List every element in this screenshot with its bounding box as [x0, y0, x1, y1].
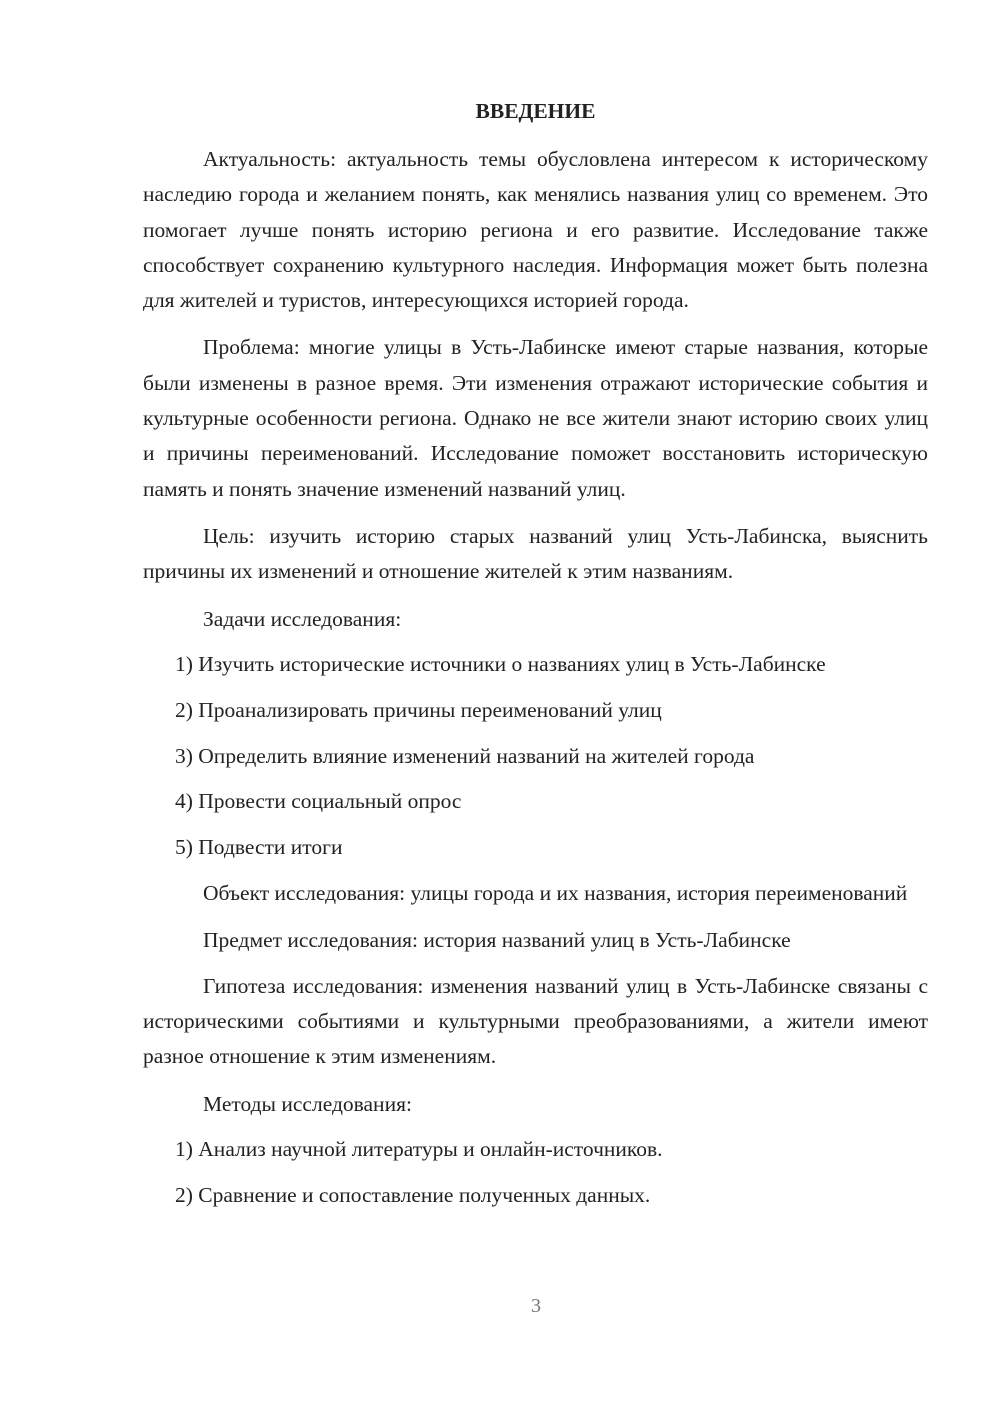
task-item: 3) Определить влияние изменений названий на жителей города: [175, 743, 755, 768]
problem-paragraph: Проблема: многие улицы в Усть-Лабинске имеют старые названия, которые были изменены в разное время. Эти изменения отражают исторические события и культурные особенности региона. Однако не все жители знают историю своих улиц и причины переименований. Исследование поможет восстановить историческую память и понять значение изменений названий улиц.: [143, 335, 928, 501]
section-title: ВВЕДЕНИЕ: [475, 99, 596, 123]
hypothesis-paragraph: Гипотеза исследования: изменения названий улиц в Усть-Лабинске связаны с историческими событиями и культурными преобразованиями, а жители имеют разное отношение к этим изменениям.: [143, 973, 928, 1069]
subject-line: Предмет исследования: история названий улиц в Усть-Лабинске: [203, 927, 791, 952]
goal-paragraph: Цель: изучить историю старых названий улиц Усть-Лабинска, выяснить причины их изменений и отношение жителей к этим названиям.: [143, 523, 928, 584]
method-item: 1) Анализ научной литературы и онлайн-источников.: [175, 1137, 663, 1162]
task-item: 4) Провести социальный опрос: [175, 789, 462, 814]
task-item: 2) Проанализировать причины переименований улиц: [175, 697, 662, 722]
object-paragraph: Объект исследования: улицы города и их названия, история переименований: [203, 880, 908, 905]
methods-heading: Методы исследования:: [203, 1091, 412, 1116]
tasks-heading: Задачи исследования:: [203, 606, 402, 631]
task-item: 1) Изучить исторические источники о названиях улиц в Усть-Лабинске: [175, 652, 826, 677]
method-item: 2) Сравнение и сопоставление полученных данных.: [175, 1182, 651, 1207]
page-number: 3: [531, 1295, 541, 1317]
page-content: [143, 95, 928, 1224]
task-item: 5) Подвести итоги: [175, 835, 343, 859]
relevance-paragraph: Актуальность: актуальность темы обусловлена интересом к историческому наследию города и желанием понять, как менялись названия улиц со временем. Это помогает лучше понять историю региона и его развитие. Исследование также способствует сохранению культурного наследия. Информация может быть полезна для жителей и туристов, интересующихся историей города.: [143, 147, 928, 313]
